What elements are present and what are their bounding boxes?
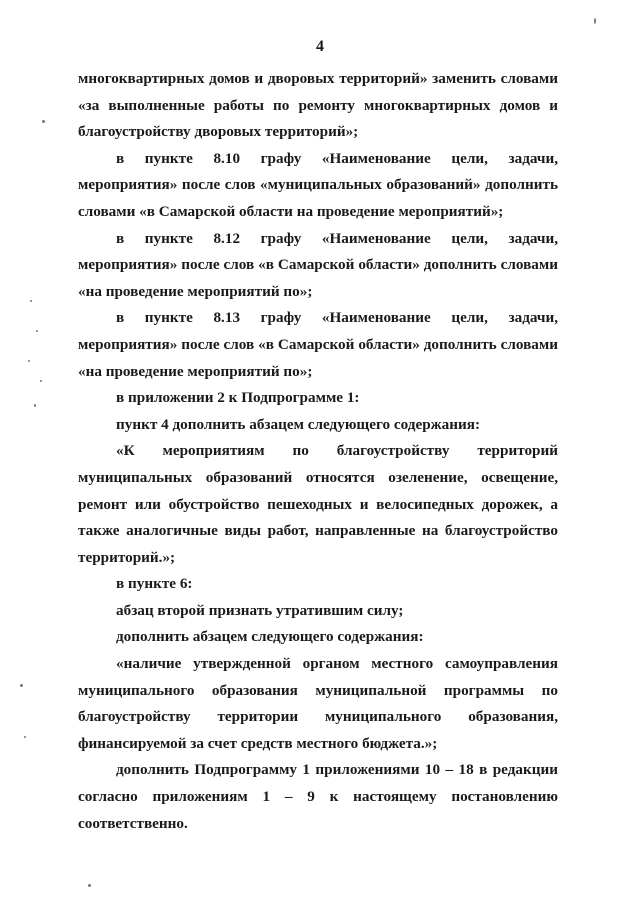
paragraph-6: пункт 4 дополнить абзацем следующего содержания:	[116, 415, 481, 433]
scan-speck	[594, 18, 596, 24]
scan-speck	[24, 736, 26, 738]
page-number: 4	[316, 38, 324, 55]
paragraph-4: в пункте 8.13 графу «Наименование цели, задачи, мероприятия» после слов «в Самарской области» дополнить словами «на проведение мероприятий по»;	[78, 309, 558, 380]
scan-speck	[42, 120, 45, 123]
paragraph-9: абзац второй признать утратившим силу;	[116, 601, 404, 619]
paragraph-12: дополнить Подпрограмму 1 приложениями 10 – 18 в редакции согласно приложениям 1 – 9 к настоящему постановлению соответственно.	[78, 761, 558, 832]
scan-speck	[40, 380, 42, 382]
document-body	[78, 66, 558, 837]
paragraph-2: в пункте 8.10 графу «Наименование цели, задачи, мероприятия» после слов «муниципальных образований» дополнить словами «в Самарской области на проведение мероприятий»;	[78, 149, 558, 220]
scan-speck	[20, 684, 23, 687]
paragraph-7: «К мероприятиям по благоустройству территорий муниципальных образований относятся озеленение, освещение, ремонт или обустройство пешеходных и велосипедных дорожек, а также аналогичные виды работ, направленные на благоустройство территорий.»;	[78, 442, 558, 566]
scan-speck	[28, 360, 30, 362]
paragraph-3: в пункте 8.12 графу «Наименование цели, задачи, мероприятия» после слов «в Самарской области» дополнить словами «на проведение мероприятий по»;	[78, 229, 558, 300]
paragraph-8: в пункте 6:	[116, 575, 193, 593]
scan-speck	[88, 884, 91, 887]
paragraph-5: в приложении 2 к Подпрограмме 1:	[116, 389, 360, 407]
paragraph-1: многоквартирных домов и дворовых территорий» заменить словами «за выполненные работы по ремонту многоквартирных домов и благоустройству дворовых территорий»;	[78, 70, 558, 141]
paragraph-11: «наличие утвержденной органом местного самоуправления муниципального образования муниципальной программы по благоустройству территории муниципального образования, финансируемой за счет средств местного бюджета.»;	[78, 655, 558, 752]
scan-speck	[36, 330, 38, 332]
paragraph-10: дополнить абзацем следующего содержания:	[116, 628, 424, 646]
scan-speck	[34, 404, 36, 407]
scan-speck	[30, 300, 32, 302]
